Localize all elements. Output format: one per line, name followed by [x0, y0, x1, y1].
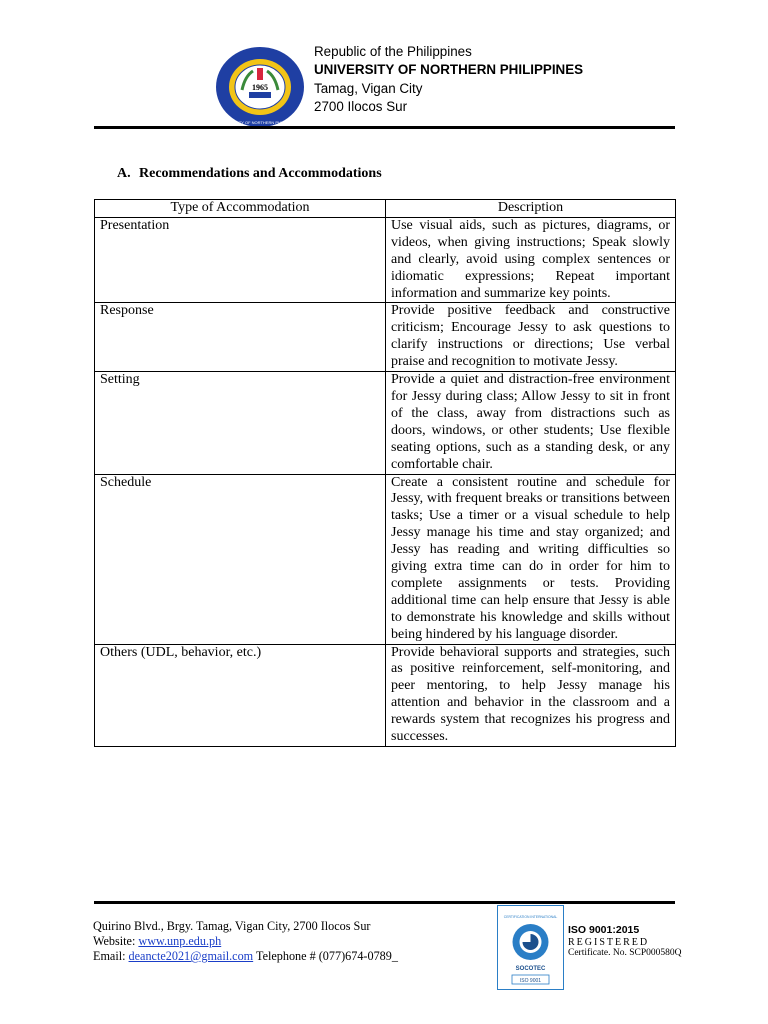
- footer-divider: [94, 901, 675, 904]
- iso-certificate-number: Certificate. No. SCP000580Q: [568, 948, 682, 958]
- socotec-logo-icon: [498, 906, 563, 989]
- row-description-presentation: Use visual aids, such as pictures, diagrams, or videos, when giving instructions; Speak slowly and clearly, avoid using complex sentences or idiomatic expressions; Repeat important information and summarize key points.: [386, 217, 676, 303]
- column-header-type: Type of Accommodation: [95, 200, 386, 218]
- section-letter: A.: [117, 166, 131, 181]
- seal-year: 1965: [252, 83, 268, 92]
- header-province: 2700 Ilocos Sur: [314, 99, 408, 115]
- row-description-others: Provide behavioral supports and strategies, such as positive reinforcement, self-monitoring, and peer mentoring, to help Jessy manage his attention and behavior in the classroom and a rewards system that recognizes his progress and successes.: [386, 644, 676, 746]
- website-label: Website:: [93, 934, 139, 948]
- accommodations-table: [94, 199, 676, 747]
- university-seal-logo: [215, 46, 305, 128]
- iso-status: REGISTERED: [568, 936, 650, 948]
- header-city: Tamag, Vigan City: [314, 80, 423, 96]
- row-description-response: Provide positive feedback and constructive criticism; Encourage Jessy to ask questions to clarify instructions or directions; Use verbal praise and recognition to motivate Jessy.: [386, 303, 676, 372]
- table-row: [95, 303, 676, 372]
- footer-website-line: [93, 934, 398, 949]
- table-row: [95, 644, 676, 746]
- iso-registration: [568, 925, 681, 960]
- badge-name: SOCOTEC: [515, 966, 546, 972]
- footer-email-line: [93, 949, 398, 964]
- badge-standard: ISO 9001: [519, 978, 542, 984]
- column-header-description: Description: [386, 200, 676, 218]
- header-country: Republic of the Philippines: [314, 44, 472, 59]
- row-type-schedule: Schedule: [95, 474, 386, 644]
- row-type-response: Response: [95, 303, 386, 372]
- iso-standard: ISO 9001:2015: [568, 924, 640, 936]
- table-header-row: [95, 200, 676, 218]
- header-divider: [94, 126, 675, 129]
- header-university-name: UNIVERSITY OF NORTHERN PHILIPPINES: [314, 62, 584, 78]
- footer-contact: [93, 919, 398, 964]
- row-description-schedule: Create a consistent routine and schedule for Jessy, with frequent breaks or transitions between tasks; Use a timer or a visual schedule to help Jessy manage his time and stay organized; and Jessy has reading and writing difficulties so giving extra time can do in order for him to complete assignments or tests. Providing additional time can help ensure that Jessy is able to demonstrate his knowledge and skills without being hindered by his language disorder.: [386, 474, 676, 644]
- email-link[interactable]: deancte2021@gmail.com: [128, 949, 254, 963]
- table-row: [95, 217, 676, 303]
- row-type-presentation: Presentation: [95, 217, 386, 303]
- row-type-others: Others (UDL, behavior, etc.): [95, 644, 386, 746]
- telephone-text: Telephone # (077)674-0789_: [253, 949, 398, 963]
- email-label: Email:: [93, 949, 129, 963]
- section-title: Recommendations and Accommodations: [139, 166, 382, 181]
- socotec-certification-badge: [497, 905, 564, 990]
- badge-text: CERTIFICATION INTERNATIONAL: [503, 915, 558, 919]
- footer-address: Quirino Blvd., Brgy. Tamag, Vigan City, 2700 Ilocos Sur: [93, 919, 371, 933]
- website-link[interactable]: www.unp.edu.ph: [138, 934, 222, 948]
- section-heading: [117, 166, 382, 182]
- row-type-setting: Setting: [95, 372, 386, 474]
- header-address: [314, 43, 583, 117]
- seal-ring-text: UNIVERSITY OF NORTHERN PHILIPPINES: [219, 120, 301, 125]
- table-row: [95, 474, 676, 644]
- table-row: [95, 372, 676, 474]
- row-description-setting: Provide a quiet and distraction-free environment for Jessy during class; Allow Jessy to sit in front of the class, away from distractions such as doors, windows, or other students; Use flexible seating options, such as a standing desk, or any comfortable chair.: [386, 372, 676, 474]
